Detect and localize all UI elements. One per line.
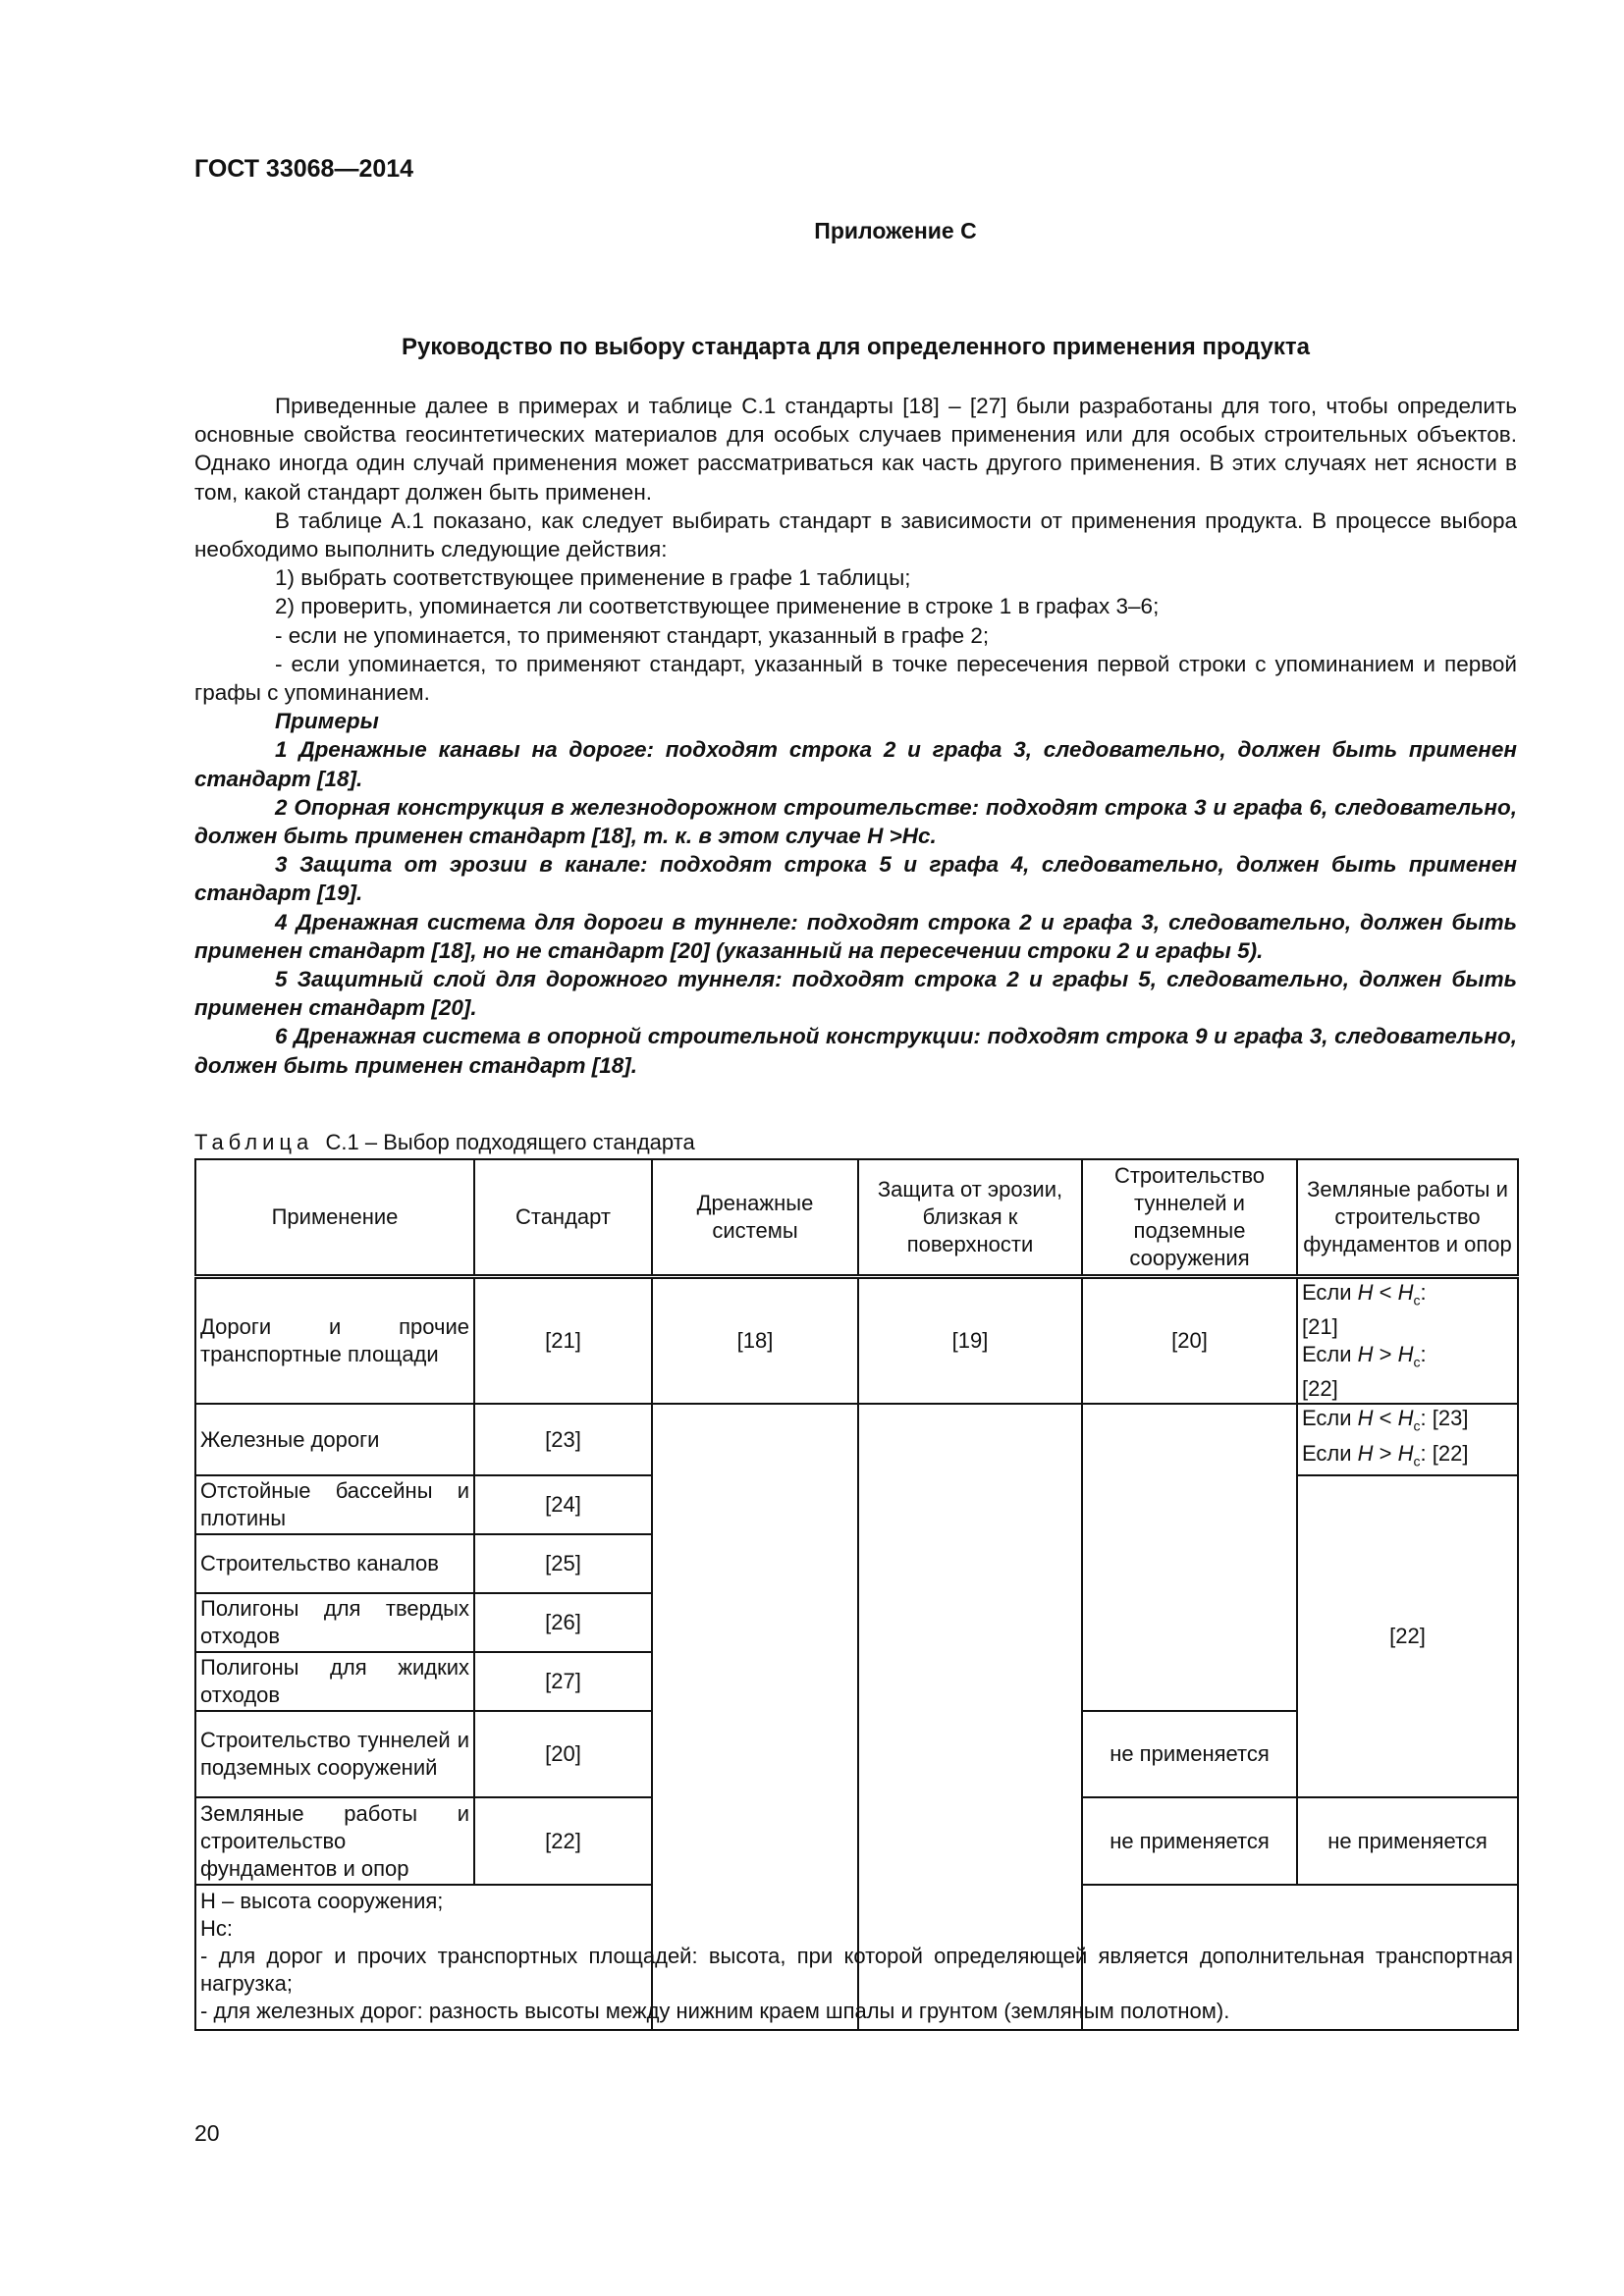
table-header-row [195, 1159, 1518, 1276]
header-cell: Защита от эрозии, близкая к поверхности [858, 1159, 1082, 1276]
cell-standard: [22] [474, 1797, 652, 1885]
example: 6 Дренажная система в опорной строительной конструкции: подходят строка 9 и графа 3, следовательно, должен быть применен стандарт [18]. [194, 1024, 1517, 1078]
cell-standard: [23] [474, 1404, 652, 1475]
paragraph: 2) проверить, упоминается ли соответствующее применение в строке 1 в графах 3–6; [275, 594, 1160, 619]
paragraph: - если упоминается, то применяют стандарт, указанный в точке пересечения первой строки с упоминанием и первой графы с упоминанием. [194, 651, 1517, 706]
table-notes-row [195, 1885, 1518, 2030]
note: - для железных дорог: разность высоты между нижним краем шпалы и грунтом (земляным полотном). [200, 1999, 1230, 2024]
cell-standard: [20] [474, 1711, 652, 1797]
table-row [195, 1276, 1518, 1404]
header-cell: Стандарт [474, 1159, 652, 1276]
header-cell: Земляные работы и строительство фундаментов и опор [1297, 1159, 1518, 1276]
cell-application: Отстойные бассейны и плотины [195, 1475, 474, 1534]
body-text [194, 392, 1517, 1080]
header-cell: Строительство туннелей и подземные сооружения [1082, 1159, 1297, 1276]
header-cell: Дренажные системы [652, 1159, 858, 1276]
cell-erosion: [19] [858, 1276, 1082, 1404]
paragraph: - если не упоминается, то применяют стандарт, указанный в графе 2; [275, 622, 990, 648]
cell-tunnel-merged [1082, 1404, 1297, 1711]
page-number: 20 [194, 2120, 220, 2146]
appendix-label: Приложение С [814, 218, 977, 243]
cell-earthworks: не применяется [1297, 1797, 1518, 1885]
standards-table [194, 1158, 1519, 2031]
cell-application: Строительство туннелей и подземных сооружений [195, 1711, 474, 1797]
cell-application: Строительство каналов [195, 1534, 474, 1593]
examples-heading: Примеры [275, 709, 379, 734]
example: 4 Дренажная система для дороги в туннеле: подходят строка 2 и графа 3, следовательно, должен быть применен стандарт [18], но не стандарт [20] (указанный на пересечении строки 2 и графы 5). [194, 909, 1517, 963]
cell-earthworks-merged: [22] [1297, 1475, 1518, 1797]
cell-application: Земляные работы и строительство фундаментов и опор [195, 1797, 474, 1885]
example: 1 Дренажные канавы на дороге: подходят строка 2 и графа 3, следовательно, должен быть применен стандарт [18]. [194, 737, 1517, 791]
cell-tunnel: не применяется [1082, 1711, 1297, 1797]
cell-earthworks: Если $H < H_c$: [21] Если $H > H_c$: [22] [1297, 1276, 1518, 1404]
cell-standard: [25] [474, 1534, 652, 1593]
header-cell: Применение [195, 1159, 474, 1276]
table-caption [194, 1130, 695, 1155]
cell-standard: [24] [474, 1475, 652, 1534]
cell-application: Дороги и прочие транспортные площади [195, 1276, 474, 1404]
table-row [195, 1404, 1518, 1475]
document-number: ГОСТ 33068—2014 [194, 155, 414, 183]
note: Hc: [200, 1916, 233, 1942]
caption-text: С.1 – Выбор подходящего стандарта [325, 1130, 695, 1154]
cell-standard: [26] [474, 1593, 652, 1652]
example: 3 Защита от эрозии в канале: подходят строка 5 и графа 4, следовательно, должен быть применен стандарт [19]. [194, 852, 1517, 906]
paragraph: 1) выбрать соответствующее применение в графе 1 таблицы; [275, 565, 911, 591]
paragraph: В таблице А.1 показано, как следует выбирать стандарт в зависимости от применения продукта. В процессе выбора необходимо выполнить следующие действия: [194, 507, 1517, 562]
cell-earthworks: Если $H < H_c$: [23] Если $H > H_c$: [22] [1297, 1404, 1518, 1475]
example: 5 Защитный слой для дорожного туннеля: подходят строка 2 и графы 5, следовательно, должен быть применен стандарт [20]. [194, 967, 1517, 1021]
cell-application: Полигоны для жидких отходов [195, 1652, 474, 1711]
note: - для дорог и прочих транспортных площадей: высота, при которой определяющей является дополнительная транспортная нагрузка; [200, 1944, 1513, 1997]
cell-standard: [21] [474, 1276, 652, 1404]
cell-application: Полигоны для твердых отходов [195, 1593, 474, 1652]
cell-tunnel: не применяется [1082, 1797, 1297, 1885]
paragraph: Приведенные далее в примерах и таблице С.1 стандарты [18] – [27] были разработаны для того, чтобы определить основные свойства геосинтетических материалов для особых случаев применения или для особых строительных объектов. Однако иногда один случай применения может рассматриваться как часть другого применения. В этих случаях нет ясности в том, какой стандарт должен быть применен. [194, 394, 1517, 505]
example: 2 Опорная конструкция в железнодорожном строительстве: подходят строка 3 и графа 6, следовательно, должен быть применен стандарт [18], т. к. в этом случае H >Hc. [194, 794, 1517, 849]
section-title: Руководство по выбору стандарта для определенного применения продукта [402, 334, 1310, 360]
cell-application: Железные дороги [195, 1404, 474, 1475]
cell-tunnel: [20] [1082, 1276, 1297, 1404]
cell-standard: [27] [474, 1652, 652, 1711]
note: H – высота сооружения; [200, 1889, 444, 1914]
cell-drainage: [18] [652, 1276, 858, 1404]
caption-prefix: Таблица [194, 1130, 314, 1154]
table-notes [195, 1885, 1518, 2030]
